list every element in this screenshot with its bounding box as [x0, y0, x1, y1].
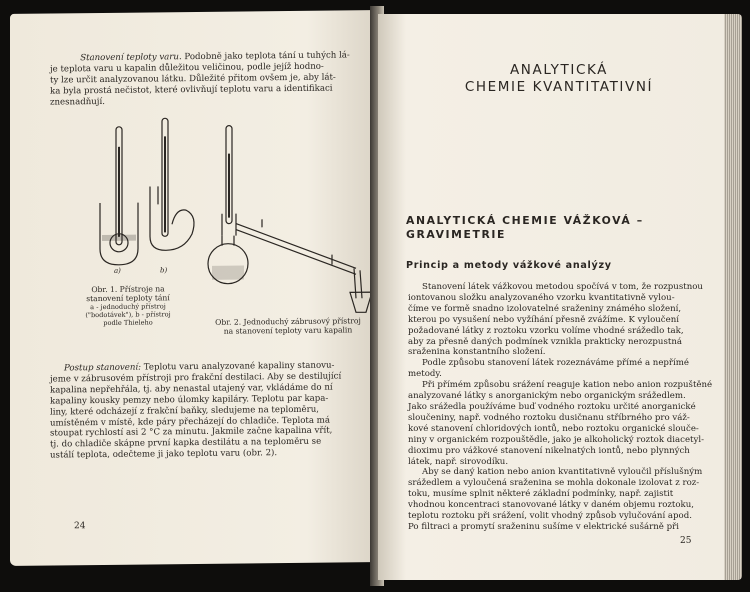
intro-line: ka byla prostá nečistot, které ovlivňují teplotu varu a identifikaci	[50, 83, 333, 97]
para-line: sloučeniny, např. vodného roztoku dusičnanu stříbrného pro váž-	[408, 412, 690, 423]
postup-line: umístěném v místě, kde páry přecházejí do chladiče. Teplota má	[50, 415, 330, 429]
page-number-right: 25	[680, 536, 692, 546]
caption-line: a - jednoduchý přístroj	[90, 302, 166, 312]
para-line: vhodnou koncentraci stanovované látky v daném objemu roztoku,	[408, 500, 695, 511]
caption-line: Obr. 2. Jednoduchý zábrusový přístroj	[215, 316, 361, 327]
para-line: kové stanovení chloridových iontů, nebo roztoku organické slouče-	[408, 423, 699, 434]
open-book	[6, 6, 744, 586]
para-line: číme ve formě snadno izolovatelné sraženiny známého složení,	[408, 303, 682, 314]
para-line: Po filtraci a promytí sraženinu sušíme v elektrické sušárně při	[408, 521, 679, 532]
left-page	[10, 10, 382, 566]
intro-line: Podobně jako teplota tání u tuhých lá-	[184, 50, 350, 63]
postup-line: liny, které odcházejí z frakční baňky, sledujeme na teploměru,	[50, 404, 319, 418]
caption-line: Obr. 1. Přístroje na	[91, 284, 165, 295]
para-line: srážedlem a vyloučená sraženina se mohla dokonale izolovat z roz-	[408, 478, 700, 489]
intro-line: znesnadňují.	[50, 96, 105, 108]
para-line: iontovanou složku analyzovaného vzorku kvantitativně vylou-	[408, 292, 675, 303]
chapter-title-line: ANALYTICKÁ	[509, 62, 609, 78]
fig-a-label: a)	[114, 266, 121, 275]
para-line: látek, např. sirovodíku.	[408, 456, 509, 467]
chapter-title	[444, 62, 674, 96]
para-line: Stanovení látek vážkovou metodou spočívá v tom, že rozpustnou	[422, 282, 703, 292]
postup-line: kapaliny kousky pemzy nebo úlomky kapiláry. Teplotu par kapa-	[50, 393, 329, 407]
para-line: Při přímém způsobu srážení reaguje kation nebo anion rozpuštěné	[422, 380, 713, 391]
postup-line: tj. do chladiče skápne první kapka destilátu a na teploměru se	[50, 437, 322, 450]
chapter-title-line: CHEMIE KVANTITATIVNÍ	[464, 79, 654, 95]
para-line: požadované látky z roztoku vzorku volíme vhodné srážedlo tak,	[408, 325, 684, 336]
para-line: niny v organickém rozpouštědle, jako je alkoholický roztok diacetyl-	[408, 434, 704, 445]
para-line: teplotu roztoku při srážení, volit vhodný způsob vylučování apod.	[408, 511, 692, 522]
figure-2-caption	[202, 316, 374, 336]
page-number-left: 24	[74, 521, 86, 532]
caption-line: ("bodotávek"), b - přístroj	[85, 310, 171, 320]
para-line: kterou po vysušení nebo vyžíhání přesně zvážíme. K vyloučení	[408, 314, 679, 325]
caption-line: na stanovení teploty varu kapalin	[223, 325, 353, 336]
para-line: Jako srážedla používáme buď vodného roztoku určité anorganické	[408, 401, 696, 412]
para-line: analyzované látky s anorganickým nebo organickým srážedlem.	[408, 391, 686, 402]
para-line: Aby se daný kation nebo anion kvantitativně vyloučil příslušným	[422, 467, 703, 478]
right-page	[378, 14, 728, 580]
para-line: dioximu pro vážkové stanovení nikelnatých iontů, nebo plynných	[408, 445, 690, 456]
caption-line: podle Thieleho	[103, 318, 153, 327]
para-line: Podle způsobu stanovení látek rozeznáváme přímé a nepřímé	[422, 358, 690, 369]
figure-1-caption	[72, 284, 184, 327]
fig-b-label: b)	[160, 266, 168, 275]
postup-line: jeme v zábrusovém přístroji pro frakční destilaci. Aby se destilující	[50, 371, 342, 385]
body-text	[408, 282, 724, 533]
postup-line: stoupat rychlostí asi 2 °C za minutu. Jakmile začne kapalina vřít,	[50, 426, 333, 439]
section-heading-line: ANALYTICKÁ CHEMIE VÁŽKOVÁ –	[406, 214, 644, 227]
para-line: aby za přesně daných podmínek vznikla prakticky nerozpustná	[408, 336, 682, 347]
figure-2-distillation-apparatus	[206, 122, 374, 320]
intro-line: ty lze určit analyzovanou látku. Důležité přitom ovšem je, aby lát-	[50, 72, 336, 86]
para-line: metody.	[408, 369, 442, 380]
intro-line: je teplota varu u kapalin důležitou veličinou, podle jejíž hodno-	[50, 61, 324, 75]
page-edges	[724, 14, 742, 580]
para-line: sraženina konstantního složení.	[408, 347, 546, 358]
para-line: toku, musíme splnit některé základní podmínky, např. zajistit	[408, 489, 674, 500]
postup-line: Teplotu varu analyzované kapaliny stanovu-	[143, 360, 335, 373]
intro-heading: Stanovení teploty varu.	[80, 52, 182, 64]
section-heading-line: GRAVIMETRIE	[406, 228, 506, 241]
postup-heading: Postup stanovení:	[64, 362, 142, 374]
caption-line: stanovení teploty tání	[86, 293, 170, 304]
postup-line: kapalina nepřehřála, tj. aby nenastal utajený var, vkládáme do ní	[50, 382, 333, 396]
figure-1-apparatus	[88, 116, 208, 277]
section-heading	[406, 214, 706, 242]
intro-paragraph	[50, 50, 380, 108]
subsection-heading: Princip a metody vážkové analýzy	[406, 260, 612, 271]
postup-paragraph	[50, 360, 380, 462]
postup-line: ustálí teplota, odečteme ji jako teplotu varu (obr. 2).	[50, 448, 278, 461]
